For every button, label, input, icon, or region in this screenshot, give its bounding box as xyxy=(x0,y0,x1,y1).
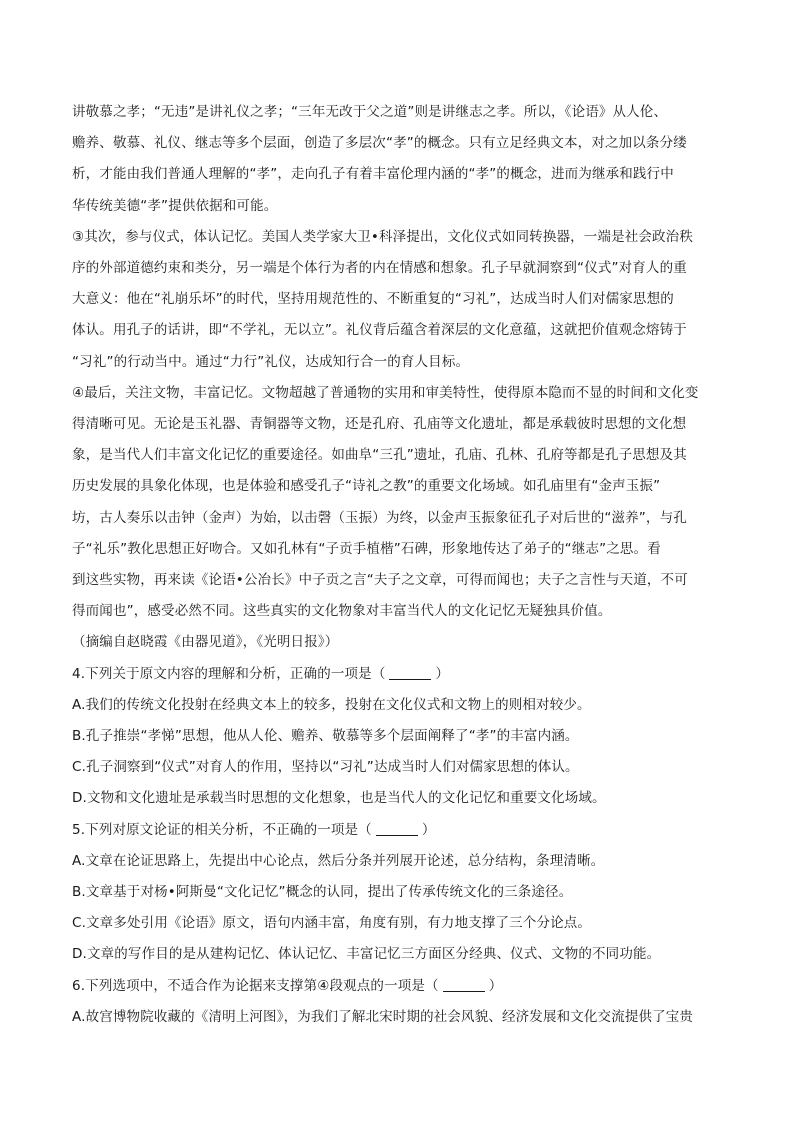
question-4-option-d: D.文物和文化遗址是承载当时思想的文化想象，也是当代人的文化记忆和重要文化场域。 xyxy=(72,790,606,807)
answer-blank xyxy=(443,977,485,992)
text-line: 体认。用孔子的话讲，即“不学礼，无以立”。礼仪背后蕴含着深层的文化意蕴，这就把价值观念熔铸于 xyxy=(72,322,687,339)
question-4-stem xyxy=(72,659,734,690)
question-5-stem-text: 5.下列对原文论证的相关分析，不正确的一项是（ xyxy=(72,821,372,838)
text-line: ③其次，参与仪式，体认记忆。美国人类学家大卫•科泽提出，文化仪式如同转换器，一端是社会政治秩 xyxy=(72,228,693,245)
text-line: ④最后，关注文物，丰富记忆。文物超越了普通物的实用和审美特性，使得原本隐而不显的时间和文化变 xyxy=(72,384,699,401)
question-6-stem-close: ） xyxy=(488,977,503,994)
question-5-stem xyxy=(72,815,734,846)
text-line: 象，是当代人们丰富文化记忆的重要途径。如曲阜“三孔”遗址，孔庙、孔林、孔府等都是孔子思想及其 xyxy=(72,447,687,464)
question-6-stem xyxy=(72,971,734,1002)
question-4-option-c: C.孔子洞察到“仪式”对育人的作用，坚持以“习礼”达成当时人们对儒家思想的体认。 xyxy=(72,759,579,776)
text-line: 历史发展的具象化体现，也是体验和感受孔子“诗礼之教”的重要文化场域。如孔庙里有“金声玉振” xyxy=(72,478,661,495)
text-line: 得清晰可见。无论是玉礼器、青铜器等文物，还是孔府、孔庙等文化遗址，都是承载彼时思想的文化想 xyxy=(72,416,687,433)
source-citation: （摘编自赵晓霞《由器见道》，《光明日报》） xyxy=(72,634,339,651)
text-line: 坊，古人奏乐以击钟（金声）为始，以击磬（玉振）为终，以金声玉振象征孔子对后世的“滋养”，与孔 xyxy=(72,509,687,526)
question-5-option-d: D.文章的写作目的是从建构记忆、体认记忆、丰富记忆三方面区分经典、仪式、文物的不同功能。 xyxy=(72,946,661,963)
text-line: 子“礼乐”教化思想正好吻合。又如孔林有“子贡手植楷”石碑，形象地传达了弟子的“继志”之思。看 xyxy=(72,540,661,557)
text-line: 析，才能由我们普通人理解的“孝”，走向孔子有着丰富伦理内涵的“孝”的概念，进而为继承和践行中 xyxy=(72,166,674,183)
question-5-option-a: A.文章在论证思路上，先提出中心论点，然后分条并列展开论述，总分结构，条理清晰。 xyxy=(72,852,605,869)
question-5-option-b: B.文章基于对杨•阿斯曼“文化记忆”概念的认同，提出了传承传统文化的三条途径。 xyxy=(72,884,573,901)
text-line: 讲敬慕之孝；“无违”是讲礼仪之孝；“三年无改于父之道”则是讲继志之孝。所以，《论语》从人伦、 xyxy=(72,104,668,120)
text-line: 得而闻也”，感受必然不同。这些真实的文化物象对丰富当代人的文化记忆无疑独具价值。 xyxy=(72,603,612,620)
question-6-stem-text: 6.下列选项中，不适合作为论据来支撑第④段观点的一项是（ xyxy=(72,977,439,994)
question-6-option-a: A.故宫博物院收藏的《清明上河图》，为我们了解北宋时期的社会风貌、经济发展和文化交流提供了宝贵 xyxy=(72,1008,694,1025)
text-line: 赡养、敬慕、礼仪、继志等多个层面，创造了多层次“孝”的概念。只有立足经典文本，对之加以条分缕 xyxy=(72,135,687,152)
question-5-stem-close: ） xyxy=(421,821,436,838)
question-4-option-a: A.我们的传统文化投射在经典文本上的较多，投射在文化仪式和文物上的则相对较少。 xyxy=(72,696,591,713)
question-4-stem-text: 4.下列关于原文内容的理解和分析，正确的一项是（ xyxy=(72,665,386,682)
text-line: “习礼”的行动当中。通过“力行”礼仪，达成知行合一的育人目标。 xyxy=(72,353,470,370)
question-5-option-c: C.文章多处引用《论语》原文，语句内涵丰富，角度有别，有力地支撑了三个分论点。 xyxy=(72,915,592,932)
text-line: 大意义：他在“礼崩乐坏”的时代，坚持用规范性的、不断重复的“习礼”，达成当时人们对儒家思想的 xyxy=(72,291,674,308)
answer-blank xyxy=(389,665,431,680)
text-line: 序的外部道德约束和类分，另一端是个体行为者的内在情感和想象。孔子早就洞察到“仪式”对育人的重 xyxy=(72,260,687,277)
text-line: 到这些实物，再来读《论语•公冶长》中子贡之言“夫子之文章，可得而闻也；夫子之言性与天道，不可 xyxy=(72,572,688,589)
question-4-stem-close: ） xyxy=(435,665,450,682)
answer-blank xyxy=(376,821,418,836)
text-line: 华传统美德“孝”提供依据和可能。 xyxy=(72,197,278,214)
question-4-option-b: B.孔子推崇“孝悌”思想，他从人伦、赡养、敬慕等多个层面阐释了“孝”的丰富内涵。 xyxy=(72,728,579,745)
